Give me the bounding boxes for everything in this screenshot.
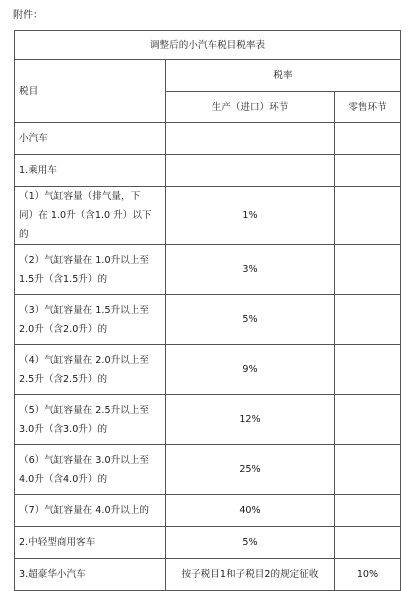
retail-rate-cell	[335, 123, 401, 155]
tax-item-line: （2）气缸容量在 1.0升以上至	[19, 254, 149, 266]
tax-item-cell: （7）气缸容量在 4.0升以上的	[15, 495, 166, 527]
tax-item-cell: 1.乘用车	[15, 155, 166, 187]
tax-item-cell	[15, 245, 166, 295]
table-row	[15, 245, 401, 295]
retail-rate-cell	[335, 445, 401, 495]
table-row	[15, 345, 401, 395]
retail-rate-cell	[335, 495, 401, 527]
tax-item-line: 4.0升（含4.0升）的	[19, 473, 108, 485]
retail-rate-cell	[335, 245, 401, 295]
tax-item-line: （4）气缸容量在 2.0升以上至	[19, 354, 149, 366]
tax-item-line: 2.5升（含2.5升）的	[19, 373, 108, 385]
attachment-label: 附件：	[13, 10, 43, 21]
tax-item-cell	[15, 345, 166, 395]
tax-item-line: 同）在 1.0升（含1.0 升）以下的	[19, 210, 152, 240]
production-rate-cell: 40%	[166, 495, 335, 527]
header-row	[15, 60, 401, 92]
table-row	[15, 123, 401, 155]
tax-item-cell	[15, 295, 166, 345]
production-rate-cell: 3%	[166, 245, 335, 295]
header-tax-item: 税目	[15, 60, 166, 123]
tax-item-line: 2.0升（含2.0升）的	[19, 323, 108, 335]
tax-item-line: （5）气缸容量在 2.5升以上至	[19, 404, 149, 416]
table-title-row	[15, 31, 401, 60]
tax-item-cell: 2.中轻型商用客车	[15, 527, 166, 559]
retail-rate-cell	[335, 345, 401, 395]
production-rate-cell: 9%	[166, 345, 335, 395]
tax-item-cell: 小汽车	[15, 123, 166, 155]
header-production-import: 生产（进口）环节	[166, 92, 335, 123]
production-rate-cell	[166, 123, 335, 155]
table-row	[15, 445, 401, 495]
tax-item-cell	[15, 395, 166, 445]
table-row	[15, 495, 401, 527]
retail-rate-cell	[335, 155, 401, 187]
production-rate-cell: 12%	[166, 395, 335, 445]
tax-item-line: 1.5升（含1.5升）的	[19, 273, 108, 285]
table-title: 调整后的小汽车税目税率表	[15, 31, 401, 60]
header-retail: 零售环节	[335, 92, 401, 123]
retail-rate-cell	[335, 187, 401, 245]
production-rate-cell: 按子税目1和子税目2的规定征收	[166, 559, 335, 591]
production-rate-cell: 5%	[166, 527, 335, 559]
retail-rate-cell: 10%	[335, 559, 401, 591]
header-tax-rate: 税率	[166, 60, 401, 92]
table-row	[15, 395, 401, 445]
table-row	[15, 527, 401, 559]
table-row	[15, 295, 401, 345]
tax-item-cell: 3.超豪华小汽车	[15, 559, 166, 591]
tax-item-cell	[15, 187, 166, 245]
retail-rate-cell	[335, 527, 401, 559]
tax-item-line: （6）气缸容量在 3.0升以上至	[19, 454, 149, 466]
tax-item-line: （3）气缸容量在 1.5升以上至	[19, 304, 149, 316]
tax-item-line: 3.0升（含3.0升）的	[19, 423, 108, 435]
production-rate-cell	[166, 155, 335, 187]
production-rate-cell: 1%	[166, 187, 335, 245]
table-row	[15, 187, 401, 245]
production-rate-cell: 25%	[166, 445, 335, 495]
retail-rate-cell	[335, 295, 401, 345]
tax-item-cell	[15, 445, 166, 495]
table-row	[15, 559, 401, 591]
production-rate-cell: 5%	[166, 295, 335, 345]
table-row	[15, 155, 401, 187]
tax-rate-table	[14, 30, 401, 591]
tax-item-line: （1）气缸容量（排气量，下	[19, 191, 141, 202]
retail-rate-cell	[335, 395, 401, 445]
